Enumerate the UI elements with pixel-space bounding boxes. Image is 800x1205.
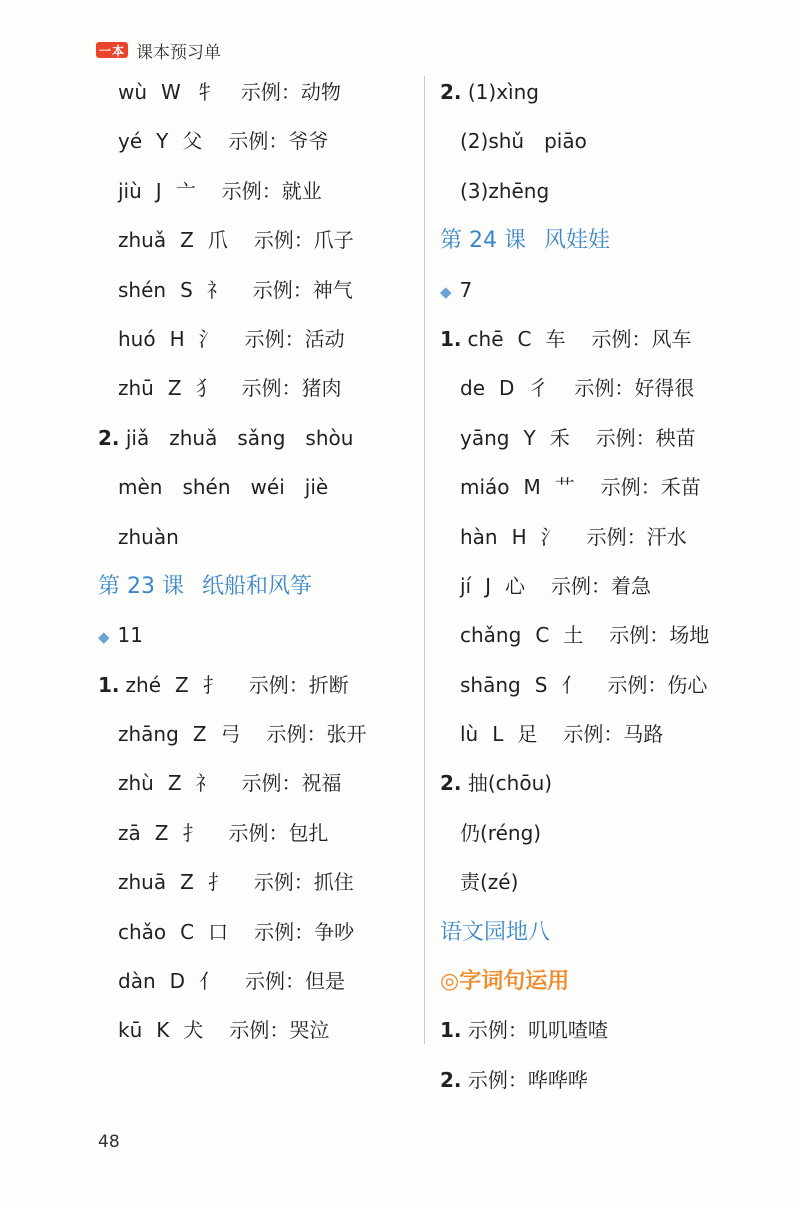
example: 示例：伤心 [607,672,708,697]
q2-line-1 [98,414,418,463]
example: 示例：马路 [563,722,664,747]
example: 示例：活动 [244,326,345,351]
initial-letter: Z [180,228,194,253]
initial-letter: M [523,475,541,500]
pinyin: wù [118,80,148,104]
pinyin: huó [118,326,156,351]
answer-row [440,414,770,463]
answer-row [98,809,418,858]
question-number: 1. [98,672,120,697]
example: 示例：折断 [248,672,349,697]
example: 示例：禾苗 [600,475,701,500]
radical: 车 [545,326,566,351]
example: 示例：汗水 [586,524,687,549]
initial-letter: D [499,376,515,401]
question-number: 2. [440,80,462,104]
pinyin: kū [118,1018,143,1043]
radical: 禾 [549,425,570,450]
example: 示例：就业 [221,178,322,203]
pinyin: jiù [118,178,142,203]
example: 示例：争吵 [254,919,355,944]
radical: 犭 [195,376,216,401]
initial-letter: J [485,573,492,598]
example: 示例：动物 [240,80,341,104]
radical: 艹 [554,475,575,500]
example: 示例：猪肉 [241,376,342,401]
answer-row [440,661,770,710]
answer-row [98,266,418,315]
initial-letter: Z [192,722,207,747]
pinyin-line: zhuàn [118,524,179,549]
answer-row [440,562,770,611]
answer-row [98,167,418,216]
pinyin: zhuā [118,870,167,895]
answer-row [98,315,418,364]
initial-letter: C [180,919,195,944]
garden-heading [440,908,770,957]
radical: 父 [182,129,203,154]
r-q2-c [440,167,770,216]
radical: 亻 [199,969,220,994]
radical: 礻 [195,771,216,796]
initial-letter: C [517,326,532,351]
answer-text: 抽(chōu) [467,771,553,796]
column-divider [424,76,425,1044]
example: 示例：秧苗 [595,425,696,450]
example: 示例：但是 [245,969,346,994]
radical: 弓 [220,722,241,747]
initial-letter: L [492,722,504,747]
pinyin: shén [118,277,167,302]
lesson-24-count [440,266,770,315]
r-q2b-c [440,858,770,907]
initial-letter: H [169,326,185,351]
answer-row [98,68,418,117]
initial-letter: Y [156,129,169,154]
question-number: 1. [440,326,462,351]
question-number: 1. [440,1018,462,1043]
example: 示例：抓住 [253,870,354,895]
answer-row [98,216,418,265]
initial-letter: S [180,277,193,302]
radical: 口 [208,919,229,944]
example: 示例：场地 [609,623,710,648]
q2-line-2 [98,463,418,512]
example: 示例：张开 [266,722,367,747]
lesson-23-count [98,611,418,660]
example: 示例：祝福 [241,771,342,796]
answer-row [98,759,418,808]
initial-letter: Z [175,672,189,697]
pinyin: de [460,376,485,401]
r-q2-a [440,68,770,117]
answer-row [440,315,770,364]
lesson-title: 纸船和风筝 [201,573,312,599]
initial-letter: D [169,969,186,994]
diamond-icon: ◆ [98,628,110,647]
initial-letter: S [534,672,548,697]
pinyin: yāng [460,425,510,450]
radical: 足 [517,722,538,747]
pinyin: shāng [460,672,521,697]
example: 示例：神气 [252,277,353,302]
example: 示例：爪子 [253,228,354,253]
answer-row [98,957,418,1006]
answer-row [98,364,418,413]
pinyin: dàn [118,969,156,994]
garden-title: 语文园地八 [440,919,551,945]
pinyin: jí [460,573,472,598]
initial-letter: Y [523,425,536,450]
pinyin: chǎng [460,623,522,648]
initial-letter: Z [167,376,182,401]
example: 示例：好得很 [574,376,695,401]
pinyin: chǎo [118,919,167,944]
section-title: ◎字词句运用 [440,969,570,995]
answer-text: (1)xìng [467,80,539,104]
answer-row [98,710,418,759]
radical: 土 [563,623,584,648]
pinyin: miáo [460,475,510,500]
pinyin-line: jiǎ zhuǎ sǎng shòu [125,425,354,450]
r-q2b-b [440,809,770,858]
answer-row [440,463,770,512]
answer-row [98,1006,418,1055]
question-number: 2. [440,771,462,796]
pinyin: yé [118,129,143,154]
example: 示例：着急 [551,573,652,598]
answer-text: 示例：哗哗哗 [467,1067,588,1092]
initial-letter: Z [167,771,182,796]
right-column [440,68,770,1105]
radical: 礻 [206,277,227,302]
radical: 氵 [198,326,219,351]
garden-q2 [440,1056,770,1105]
answer-text: (3)zhēng [460,178,550,203]
radical: 爪 [207,228,228,253]
radical: 牜 [194,80,215,104]
answer-row [98,908,418,957]
lesson-23-heading [98,562,418,611]
question-number: 2. [98,425,120,450]
answer-text: 仍(réng) [460,820,542,845]
pinyin: zhuǎ [118,228,167,253]
initial-letter: W [161,80,181,104]
lesson-24-rows [440,315,770,760]
pinyin-line: mèn shén wéi jiè [118,475,329,500]
initial-letter: H [511,524,527,549]
example: 示例：哭泣 [229,1018,330,1043]
q2-line-3 [98,513,418,562]
header-title: 课本预习单 [136,42,221,63]
initial-letter: J [155,178,162,203]
radical: 氵 [540,524,561,549]
radical: 彳 [528,376,549,401]
r-q2-b [440,117,770,166]
radical: 犬 [183,1018,204,1043]
diamond-icon: ◆ [440,282,452,301]
answer-text: 责(zé) [460,870,519,895]
pinyin: zā [118,820,141,845]
initial-letter: Z [180,870,194,895]
brand-logo: 一本 [96,42,128,58]
answer-row [440,513,770,562]
radical: 扌 [207,870,228,895]
pinyin: chē [467,326,504,351]
section-heading [440,957,770,1006]
lesson-title: 风娃娃 [543,228,610,254]
answer-row [440,611,770,660]
page-header [96,38,221,62]
radical: 扌 [202,672,223,697]
initial-letter: C [535,623,550,648]
pinyin: hàn [460,524,498,549]
radical: 扌 [182,820,203,845]
pinyin: lù [460,722,479,747]
radical: 心 [505,573,526,598]
count-value: 11 [117,623,143,648]
lesson-number: 第 23 课 [98,573,184,599]
answer-row [98,858,418,907]
answer-row [440,364,770,413]
radical: 亠 [175,178,196,203]
count-value: 7 [459,277,473,302]
page-number: 48 [98,1132,120,1152]
lesson-24-heading [440,216,770,265]
example: 示例：包扎 [228,820,329,845]
answer-text: (2)shǔ piāo [460,129,587,154]
pinyin: zhū [118,376,154,401]
answer-row [98,117,418,166]
lesson-23-rows [98,661,418,1056]
lesson-number: 第 24 课 [440,228,526,254]
left-column [98,68,418,1056]
initial-letter: K [156,1018,170,1043]
garden-q1 [440,1006,770,1055]
example: 示例：风车 [591,326,692,351]
left-top-rows [98,68,418,414]
answer-row [440,710,770,759]
r-q2b-a [440,759,770,808]
answer-text: 示例：叽叽喳喳 [467,1018,608,1043]
pinyin: zhé [125,672,161,697]
pinyin: zhù [118,771,154,796]
pinyin: zhāng [118,722,179,747]
initial-letter: Z [154,820,169,845]
example: 示例：爷爷 [228,129,329,154]
question-number: 2. [440,1067,462,1092]
radical: 亻 [561,672,582,697]
answer-row [98,661,418,710]
